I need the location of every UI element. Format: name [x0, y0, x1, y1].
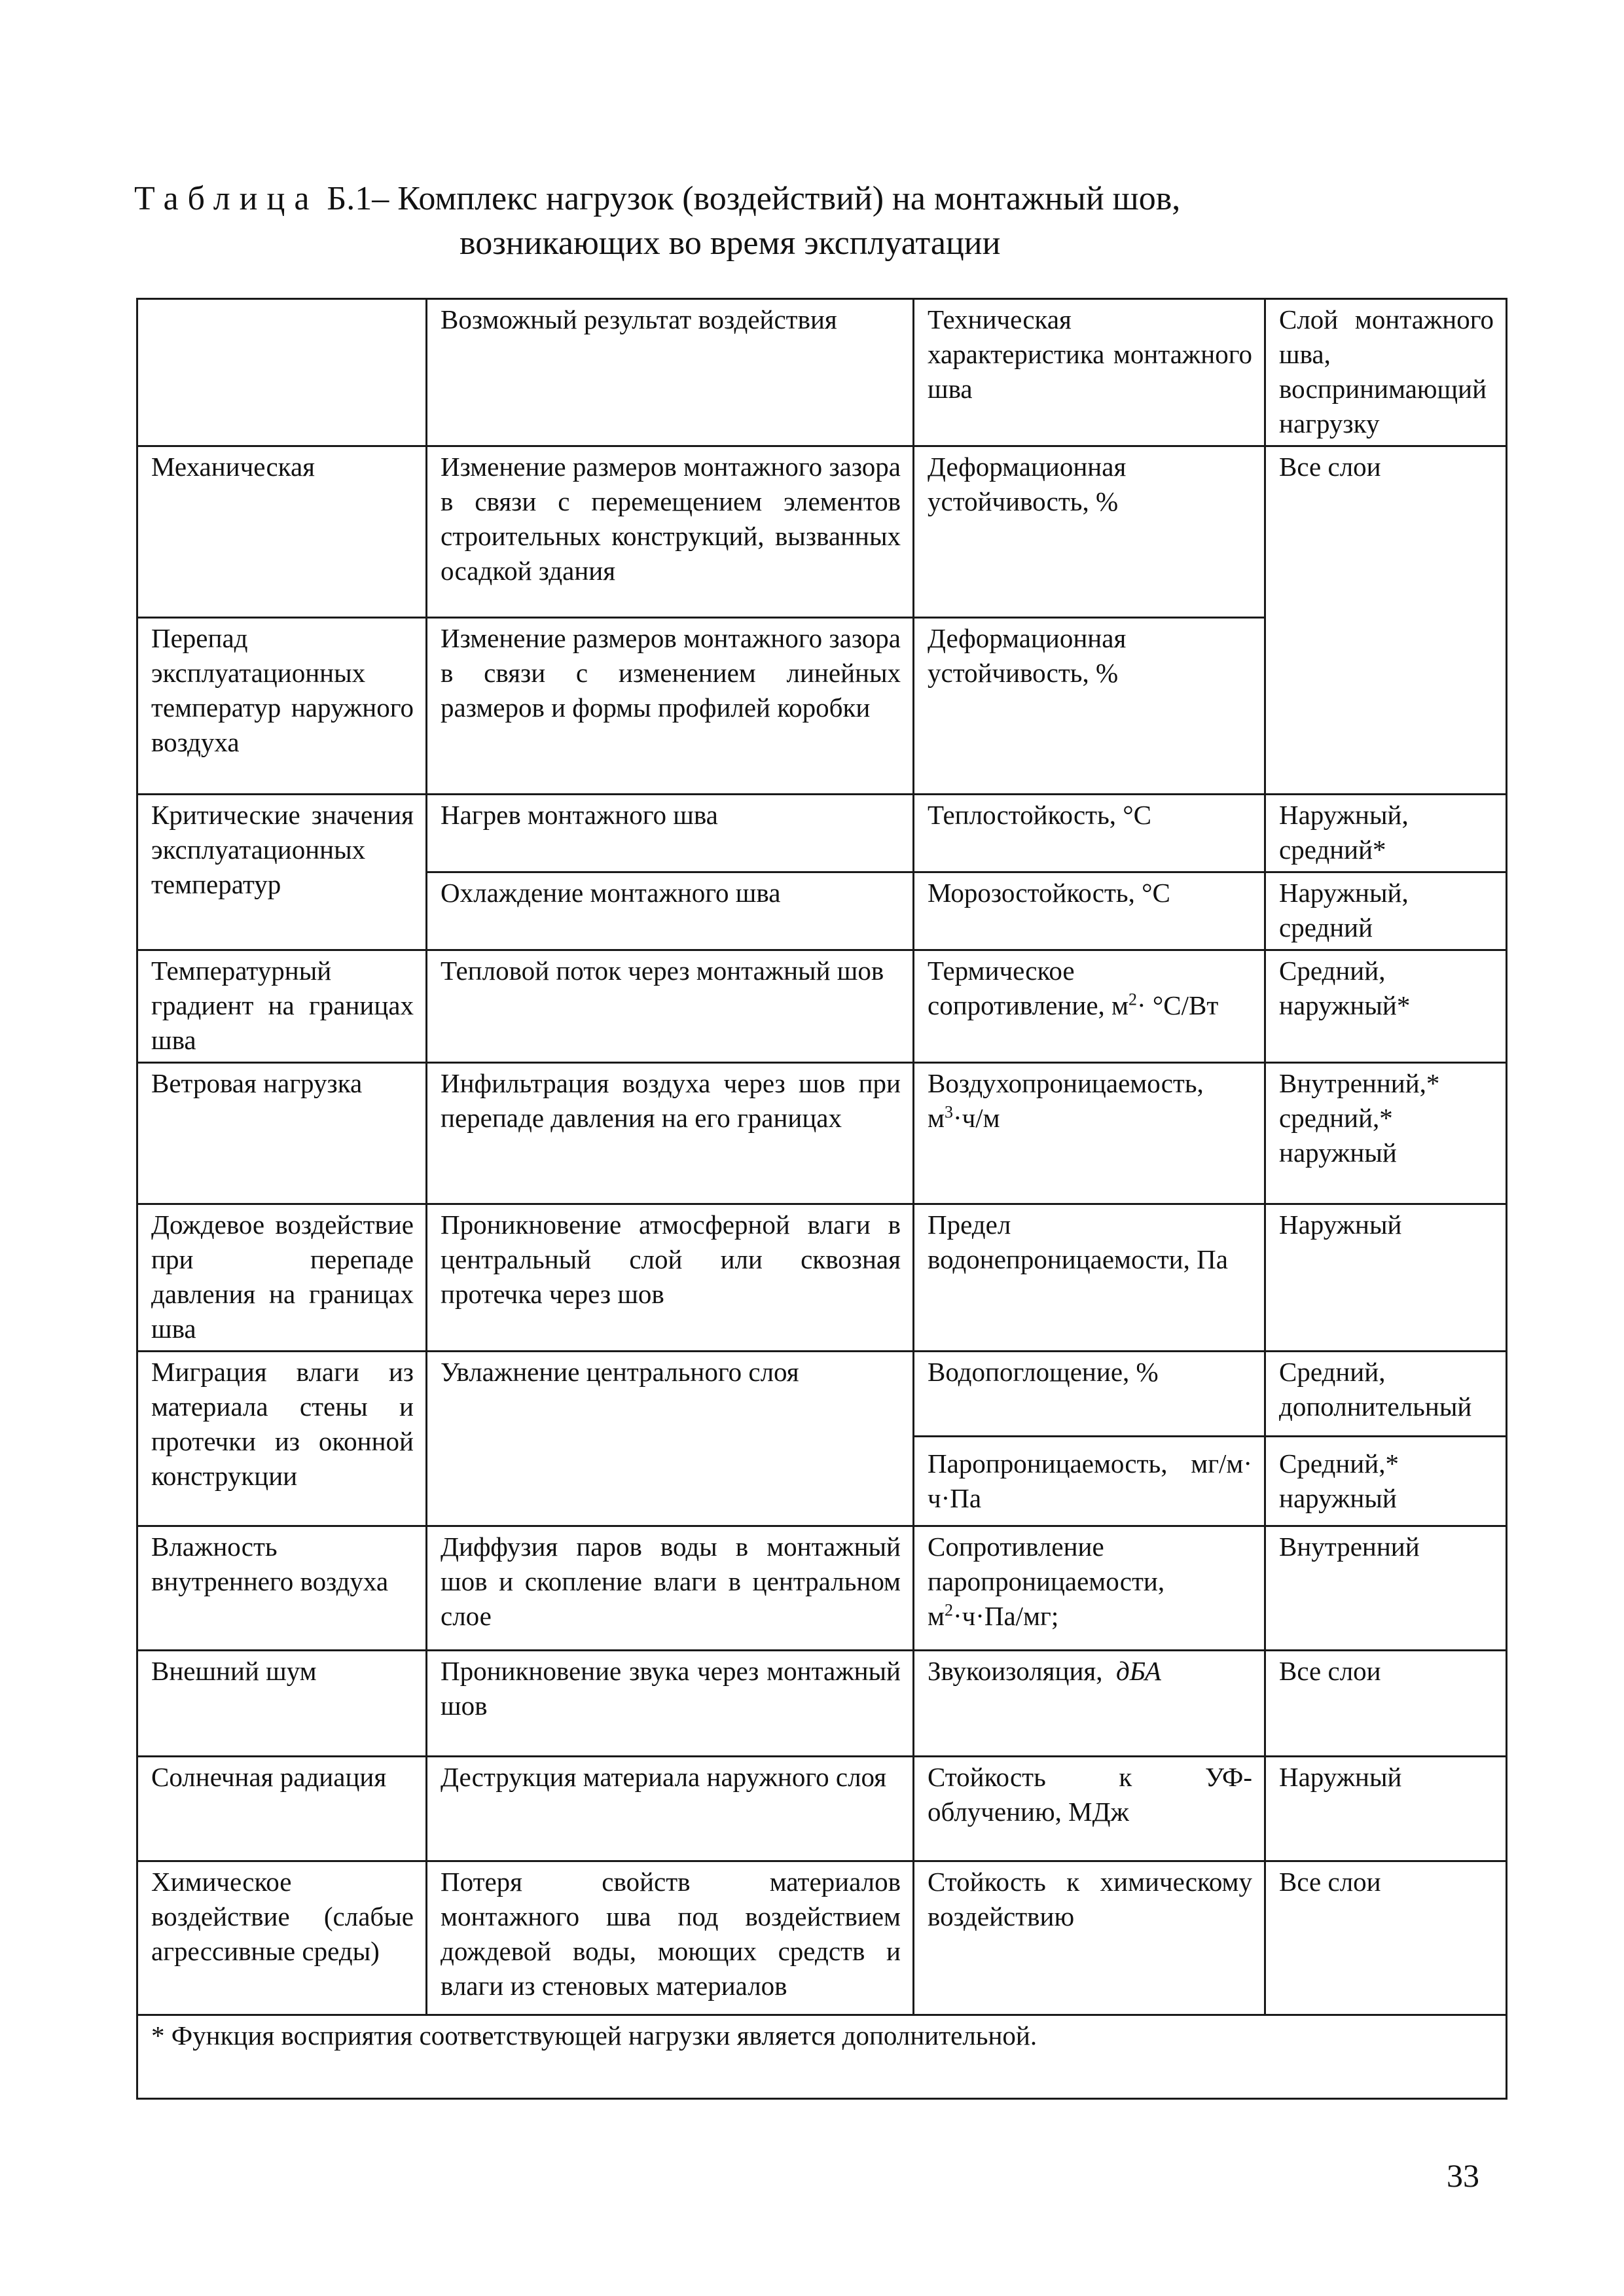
title-prefix: Таблица	[134, 180, 319, 217]
result-cell: Нагрев монтажного шва	[427, 795, 914, 872]
characteristic-cell: Стойкость к химическому воздействию	[914, 1861, 1265, 2015]
layer-cell: Наружный	[1265, 1204, 1507, 1352]
table-row	[137, 1861, 1507, 2015]
load-cell: Влажность внутреннего воздуха	[137, 1526, 427, 1651]
load-cell: Ветровая нагрузка	[137, 1063, 427, 1204]
result-cell: Проникновение звука через монтажный шов	[427, 1651, 914, 1757]
header-result: Возможный результат воздействия	[427, 299, 914, 446]
table-row	[137, 1651, 1507, 1757]
load-cell: Механическая	[137, 446, 427, 618]
characteristic-cell: Сопротивление паропроницаемости, $м^2\cdot ч\cdot Па/мг$;	[914, 1526, 1265, 1651]
characteristic-cell: Стойкость к УФ-облучению, МДж	[914, 1757, 1265, 1861]
characteristic-cell: Паропроницаемость, мг/м· ч·Па	[914, 1437, 1265, 1526]
result-cell: Охлаждение монтажного шва	[427, 872, 914, 950]
result-cell: Увлажнение центрального слоя	[427, 1352, 914, 1526]
load-cell: Внешний шум	[137, 1651, 427, 1757]
table-row	[137, 1204, 1507, 1352]
title-text: Комплекс нагрузок (воздействий) на монтажный шов,	[397, 180, 1181, 217]
table-row	[137, 1352, 1507, 1437]
characteristic-cell: Морозостойкость, °С	[914, 872, 1265, 950]
result-cell: Диффузия паров воды в монтажный шов и скопление влаги в центральном слое	[427, 1526, 914, 1651]
table-row	[137, 1063, 1507, 1204]
table-row	[137, 795, 1507, 872]
header-row	[137, 299, 1507, 446]
header-cell-empty	[137, 299, 427, 446]
result-cell: Проникновение атмосферной влаги в центральный слой или сквозная протечка через шов	[427, 1204, 914, 1352]
layer-cell: Средний,* наружный	[1265, 1437, 1507, 1526]
load-cell: Солнечная радиация	[137, 1757, 427, 1861]
characteristic-cell: Водопоглощение, %	[914, 1352, 1265, 1437]
layer-cell: Средний, дополнительный	[1265, 1352, 1507, 1437]
title-number: Б.1–	[327, 180, 389, 217]
layer-cell: Все слои	[1265, 1861, 1507, 2015]
table-row	[137, 950, 1507, 1063]
title-line2: возникающих во время эксплуатации	[460, 224, 1001, 262]
characteristic-cell: Звукоизоляция, дБА	[914, 1651, 1265, 1757]
result-cell: Инфильтрация воздуха через шов при перепаде давления на его границах	[427, 1063, 914, 1204]
table-row	[137, 446, 1507, 618]
layer-cell: Наружный	[1265, 1757, 1507, 1861]
header-layer: Слой монтажного шва, воспринимающий нагрузку	[1265, 299, 1507, 446]
characteristic-cell: Термическое сопротивление, $м^2\cdot ^\circ С/Вт$	[914, 950, 1265, 1063]
layer-cell: Наружный, средний*	[1265, 795, 1507, 872]
load-cell: Критические значения эксплуатационных температур	[137, 795, 427, 950]
load-cell: Химическое воздействие (слабые агрессивные среды)	[137, 1861, 427, 2015]
load-cell: Миграция влаги из материала стены и протечки из оконной конструкции	[137, 1352, 427, 1526]
layer-cell: Средний, наружный*	[1265, 950, 1507, 1063]
characteristic-cell: Деформационная устойчивость, %	[914, 618, 1265, 795]
footnote-row	[137, 2015, 1507, 2099]
page-number: 33	[1447, 2157, 1479, 2194]
result-cell: Тепловой поток через монтажный шов	[427, 950, 914, 1063]
load-cell: Перепад эксплуатационных температур наружного воздуха	[137, 618, 427, 795]
characteristic-cell: Теплостойкость, °С	[914, 795, 1265, 872]
table-title	[134, 177, 1509, 266]
load-cell: Температурный градиент на границах шва	[137, 950, 427, 1063]
layer-cell: Все слои	[1265, 1651, 1507, 1757]
table-row	[137, 1757, 1507, 1861]
layer-cell: Внутренний	[1265, 1526, 1507, 1651]
footnote: * Функция восприятия соответствующей нагрузки является дополнительной.	[137, 2015, 1507, 2099]
result-cell: Деструкция материала наружного слоя	[427, 1757, 914, 1861]
result-cell: Изменение размеров монтажного зазора в связи с перемещением элементов строительных конструкций, вызванных осадкой здания	[427, 446, 914, 618]
characteristic-cell: Деформационная устойчивость, %	[914, 446, 1265, 618]
characteristic-cell: Предел водонепроницаемости, Па	[914, 1204, 1265, 1352]
layer-cell: Все слои	[1265, 446, 1507, 795]
layer-cell: Наружный, средний	[1265, 872, 1507, 950]
loads-table	[136, 298, 1507, 2100]
characteristic-cell: Воздухопроницаемость, $м^3\cdot ч/м$	[914, 1063, 1265, 1204]
header-characteristic: Техническая характеристика монтажного шва	[914, 299, 1265, 446]
result-cell: Потеря свойств материалов монтажного шва под воздействием дождевой воды, моющих средств и влаги из стеновых материалов	[427, 1861, 914, 2015]
load-cell: Дождевое воздействие при перепаде давления на границах шва	[137, 1204, 427, 1352]
table-row	[137, 1526, 1507, 1651]
result-cell: Изменение размеров монтажного зазора в связи с изменением линейных размеров и формы профилей коробки	[427, 618, 914, 795]
layer-cell: Внутренний,* средний,* наружный	[1265, 1063, 1507, 1204]
